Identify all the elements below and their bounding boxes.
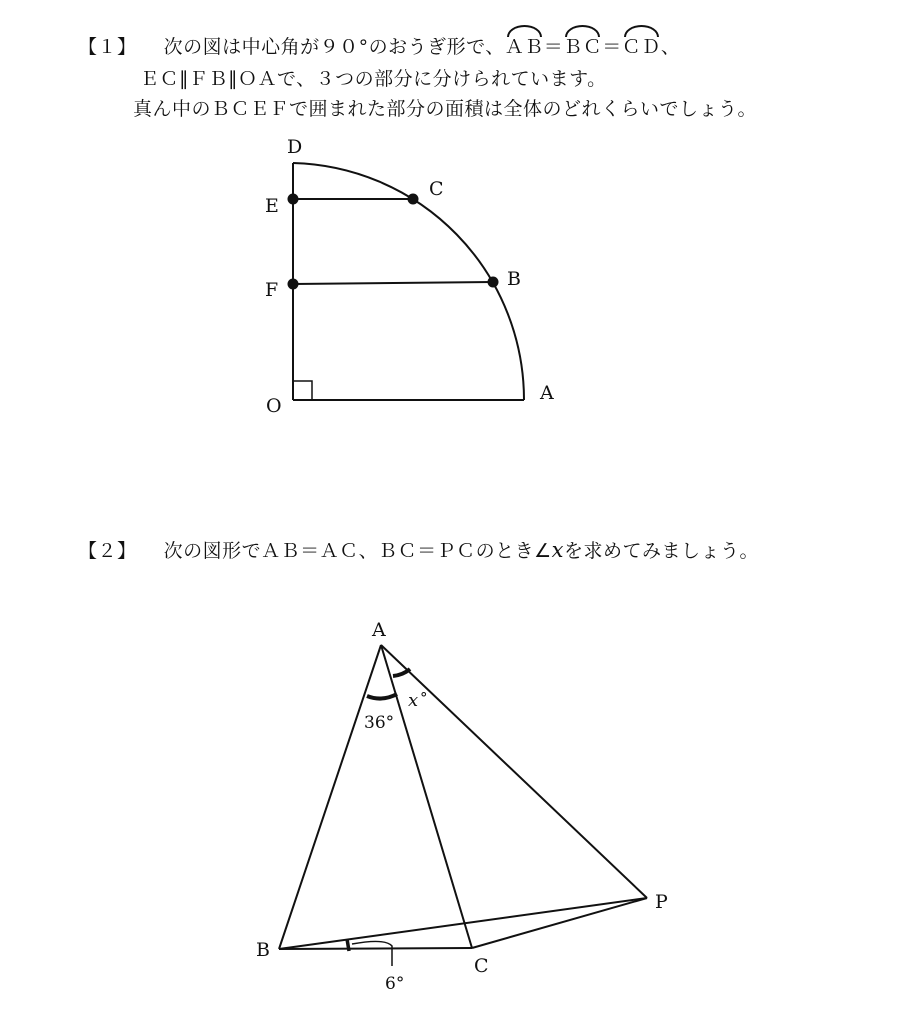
segment-ap xyxy=(381,645,647,898)
label-c: C xyxy=(429,178,444,200)
label-b: B xyxy=(507,268,521,290)
segment-bp xyxy=(279,898,647,949)
segment-ab xyxy=(279,645,381,949)
angle-leader-6 xyxy=(352,941,392,966)
angle-arc-x xyxy=(393,669,410,676)
label-d: D xyxy=(287,136,303,158)
problem1-text-part1: 次の図は中心角が９０°のおうぎ形で、 xyxy=(163,36,505,58)
arc-ab: ＡＢ xyxy=(505,32,544,59)
problem2-text-part2: を求めてみましょう。 xyxy=(564,540,760,562)
angle-label-6: 6° xyxy=(385,974,405,994)
problem2-text-part1: 次の図形でＡＢ＝ＡＣ、ＢＣ＝ＰＣのとき∠ xyxy=(163,540,552,562)
label-o: O xyxy=(266,395,282,417)
arc-bc: ＢＣ xyxy=(563,32,602,59)
label-a2: A xyxy=(372,619,386,641)
angle-label-36: 36° xyxy=(364,713,395,733)
label-c2: C xyxy=(474,955,489,977)
problem1-line2: ＥＣ∥ＦＢ∥ＯＡで、３つの部分に分けられています。 xyxy=(140,68,607,90)
label-f: F xyxy=(265,279,279,301)
label-p: P xyxy=(655,891,668,913)
problem1-number: 【１】 xyxy=(78,36,137,58)
angle-tick-6 xyxy=(347,939,349,951)
label-a: A xyxy=(540,382,554,404)
angle-arc-36 xyxy=(367,694,397,699)
label-b2: B xyxy=(256,939,270,961)
label-e: E xyxy=(265,195,279,217)
variable-x: x xyxy=(551,538,564,562)
problem1-line3: 真ん中のＢＣＥＦで囲まれた部分の面積は全体のどれくらいでしょう。 xyxy=(133,98,758,120)
comma: 、 xyxy=(660,36,681,58)
arc-cd: ＣＤ xyxy=(622,32,661,59)
equals-sign: ＝ xyxy=(543,36,564,58)
segment-cp xyxy=(472,898,647,948)
angle-label-x: x xyxy=(408,690,419,711)
problem2-number: 【２】 xyxy=(78,540,137,562)
equals-sign: ＝ xyxy=(602,36,622,58)
segment-bc xyxy=(279,948,472,949)
angle-label-x-degree: ° xyxy=(420,689,428,707)
